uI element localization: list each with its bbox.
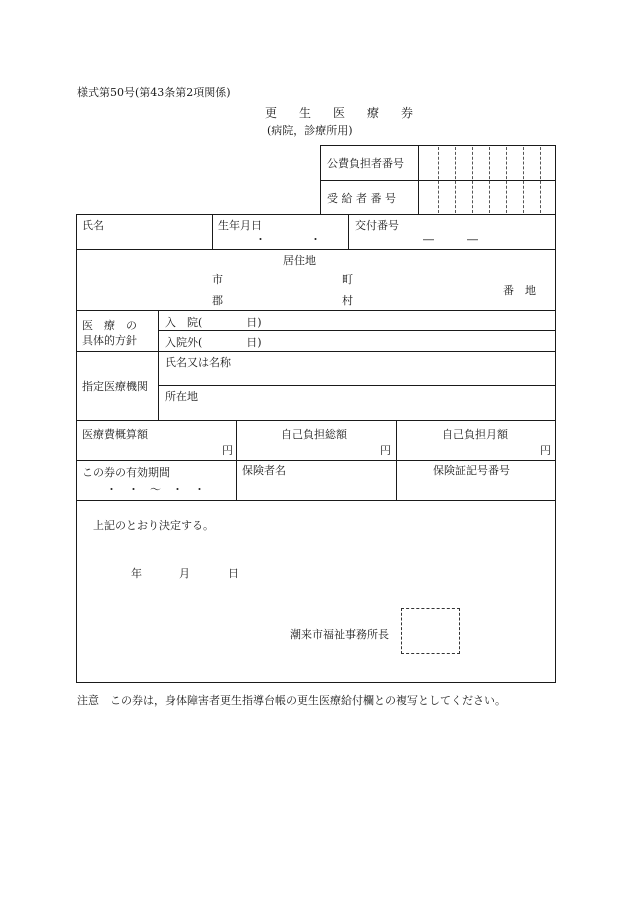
outpatient-days: 入院外( 日) (165, 336, 262, 349)
digit-divider (455, 147, 456, 213)
seal-box (401, 608, 460, 654)
issue-number-label: 交付番号 (355, 219, 399, 232)
digit-divider (540, 147, 541, 213)
address-machi: 町 (342, 273, 353, 286)
date-year: 年 (131, 567, 142, 580)
self-pay-total-label: 自己負担総額 (281, 428, 347, 441)
row-divider (76, 460, 556, 461)
insurer-name-label: 保険者名 (242, 464, 286, 477)
birth-date-dots: ・ ・ (255, 233, 321, 246)
row-divider (76, 310, 556, 311)
address-mura: 村 (342, 294, 353, 307)
yen-unit: 円 (540, 444, 551, 457)
row-divider (76, 351, 556, 352)
col-divider (212, 214, 213, 249)
issuer-title: 潮来市福祉事務所長 (290, 628, 389, 641)
form-subtitle: (病院，診療所用) (267, 124, 353, 137)
footnote: 注意 この券は，身体障害者更生指導台帳の更生医療給付欄との複写としてください。 (77, 694, 506, 707)
issue-number-dashes: ― ― (423, 233, 478, 246)
main-form (76, 214, 556, 683)
col-divider (348, 214, 349, 249)
decision-statement: 上記のとおり決定する。 (93, 519, 214, 532)
form-title: 更生医療券 (265, 106, 436, 120)
validity-period-label: この券の有効期間 (82, 466, 170, 479)
address-gun: 郡 (212, 294, 223, 307)
name-label: 氏名 (82, 219, 104, 232)
policy-label-line2: 具体的方針 (82, 334, 137, 347)
yen-unit: 円 (222, 444, 233, 457)
birth-date-label: 生年月日 (218, 219, 262, 232)
digit-divider (523, 147, 524, 213)
digit-divider (438, 147, 439, 213)
digit-divider (489, 147, 490, 213)
address-banchi: 番 地 (503, 284, 536, 297)
digit-divider (506, 147, 507, 213)
policy-label-line1: 医 療 の (82, 319, 137, 332)
number-box-label-divider (418, 145, 419, 215)
row-divider (158, 330, 556, 331)
inpatient-days: 入 院( 日) (165, 316, 262, 329)
recipient-number-label: 受 給 者 番 号 (327, 192, 396, 205)
validity-period-dates: ・ ・ ～ ・ ・ (106, 483, 205, 496)
yen-unit: 円 (380, 444, 391, 457)
address-city: 市 (212, 273, 223, 286)
row-divider (76, 420, 556, 421)
institution-name-label: 氏名又は名称 (165, 356, 231, 369)
public-payer-number-label: 公費負担者番号 (327, 157, 404, 170)
form-number: 様式第50号(第43条第2項関係) (77, 86, 231, 99)
address-label: 居住地 (283, 254, 316, 267)
institution-address-label: 所在地 (165, 390, 198, 403)
date-day: 日 (228, 567, 239, 580)
self-pay-monthly-label: 自己負担月額 (442, 428, 508, 441)
date-month: 月 (179, 567, 190, 580)
row-divider (76, 249, 556, 250)
designated-institution-label: 指定医療機関 (82, 380, 148, 393)
cost-estimate-label: 医療費概算額 (82, 428, 148, 441)
col-divider (158, 310, 159, 420)
digit-divider (472, 147, 473, 213)
row-divider (76, 500, 556, 501)
row-divider (158, 385, 556, 386)
insurance-card-number-label: 保険証記号番号 (433, 464, 510, 477)
